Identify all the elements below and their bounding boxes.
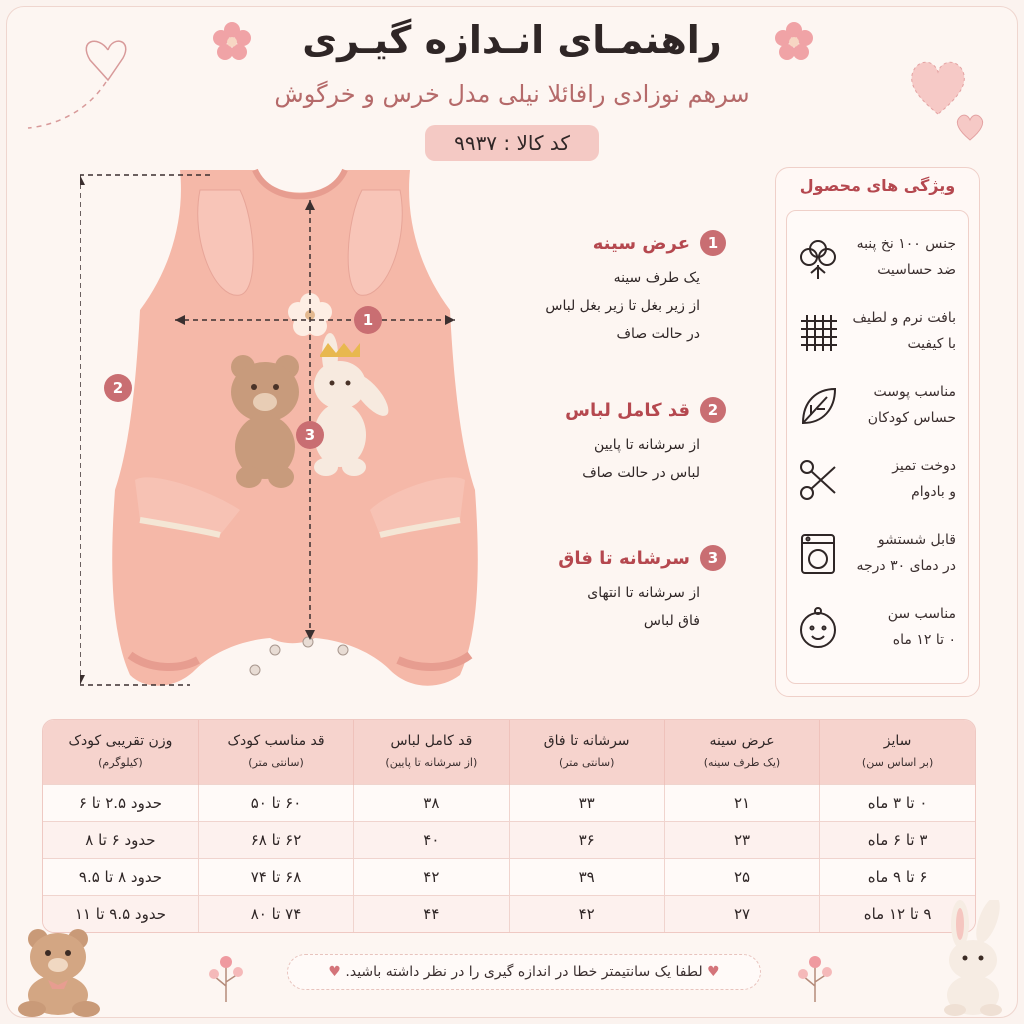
table-row [43, 784, 975, 821]
column-header [43, 720, 198, 784]
table-cell: ۹ تا ۱۲ ماه [820, 895, 975, 932]
header-label: سرشانه تا فاق [543, 732, 630, 749]
feature-item [787, 519, 968, 589]
table-cell: ۴۲ [354, 858, 509, 895]
measure-number-3: 3 [700, 545, 726, 571]
column-header [354, 720, 509, 784]
column-header [820, 720, 975, 784]
column-header [509, 720, 664, 784]
header-label: قد مناسب کودک [227, 732, 325, 749]
measure-desc-line: یک طرف سینه [613, 270, 700, 286]
measure-desc-line: از زیر بغل تا زیر بغل لباس [545, 298, 700, 314]
fabric-weave-icon [797, 309, 839, 355]
feature-item [787, 223, 968, 293]
feature-item [787, 593, 968, 663]
romper-illustration [80, 160, 520, 720]
size-table [42, 719, 976, 933]
column-header [198, 720, 353, 784]
feature-line: جنس ۱۰۰ نخ پنبه [856, 236, 956, 252]
table-cell: حدود ۹.۵ تا ۱۱ [43, 895, 198, 932]
feature-line: دوخت تمیز [892, 458, 956, 474]
washing-machine-icon [797, 531, 839, 577]
header-sublabel: (سانتی متر) [248, 755, 304, 769]
heart-icon-small [953, 110, 987, 144]
header-sublabel: (از سرشانه تا پایین) [385, 755, 478, 769]
feature-line: بافت نرم و لطیف [852, 310, 956, 326]
table-cell: ۶۸ تا ۷۴ [198, 858, 353, 895]
scissors-icon [797, 457, 839, 503]
table-cell: ۶۰ تا ۵۰ [198, 784, 353, 821]
product-features-panel [775, 167, 980, 697]
bunny-icon [930, 900, 1016, 1018]
table-cell: ۲۱ [664, 784, 819, 821]
heart-icon: ♥ [328, 964, 341, 980]
measurement-note [287, 954, 761, 990]
header-sublabel: (یک طرف سینه) [703, 755, 781, 769]
cotton-icon [797, 235, 839, 281]
table-header-row [43, 720, 975, 784]
header-sublabel: (بر اساس سن) [861, 755, 934, 769]
table-row [43, 858, 975, 895]
measure-desc-line: از سرشانه تا پایین [594, 437, 700, 453]
table-cell: ۲۳ [664, 821, 819, 858]
table-cell: ۲۷ [664, 895, 819, 932]
teddy-bear-icon [10, 925, 110, 1017]
measure-desc-line: از سرشانه تا انتهای [587, 585, 700, 601]
header-label: عرض سینه [709, 732, 775, 749]
flower-sprig-icon [206, 952, 246, 1004]
table-cell: ۲۵ [664, 858, 819, 895]
table-cell: ۰ تا ۳ ماه [820, 784, 975, 821]
heart-icon: ♥ [707, 964, 720, 980]
table-cell: حدود ۲.۵ تا ۶ [43, 784, 198, 821]
feature-line: مناسب پوست [873, 384, 956, 400]
table-cell: ۴۲ [509, 895, 664, 932]
flower-sprig-icon [795, 952, 835, 1004]
feature-line: ضد حساسیت [877, 262, 956, 278]
header-label: وزن تقریبی کودک [68, 732, 173, 749]
measure-title-chest: عرض سینه [592, 232, 690, 254]
feature-item [787, 445, 968, 515]
features-list [786, 210, 969, 684]
table-cell: ۶ تا ۹ ماه [820, 858, 975, 895]
table-cell: ۳۸ [354, 784, 509, 821]
feature-line: و بادوام [911, 484, 956, 500]
feature-item [787, 297, 968, 367]
table-cell: ۷۴ تا ۸۰ [198, 895, 353, 932]
svg-text:3: 3 [304, 426, 316, 444]
table-row [43, 895, 975, 932]
table-row [43, 821, 975, 858]
features-title: ویژگی های محصول [799, 176, 956, 195]
feature-line: در دمای ۳۰ درجه [856, 558, 956, 574]
measure-number-2: 2 [700, 397, 726, 423]
svg-text:1: 1 [362, 311, 374, 329]
header-label: قد کامل لباس [390, 732, 473, 749]
table-cell: ۶۲ تا ۶۸ [198, 821, 353, 858]
feature-line: با کیفیت [907, 336, 956, 352]
header-sublabel: (سانتی متر) [558, 755, 615, 769]
header-sublabel: (کیلوگرم) [98, 755, 143, 769]
measure-number-1: 1 [700, 230, 726, 256]
feature-line: ۰ تا ۱۲ ماه [892, 632, 956, 648]
table-cell: ۳۶ [509, 821, 664, 858]
product-code-badge: کد کالا : ۹۹۳۷ [425, 125, 599, 161]
measure-desc-line: لباس در حالت صاف [582, 465, 700, 481]
page-title: راهنمـای انـدازه گیـری [302, 18, 722, 62]
note-text: لطفا یک سانتیمتر خطا در اندازه گیری را در نظر داشته باشید. [345, 964, 703, 980]
measurement-length [516, 397, 726, 487]
table-cell: ۳۹ [509, 858, 664, 895]
svg-text:2: 2 [112, 379, 124, 397]
measure-desc-line: فاق لباس [643, 613, 700, 629]
table-cell: حدود ۸ تا ۹.۵ [43, 858, 198, 895]
feature-item [787, 371, 968, 441]
column-header [664, 720, 819, 784]
leaf-icon [797, 383, 839, 429]
measure-title-crotch: سرشانه تا فاق [558, 547, 690, 569]
measure-title-length: قد کامل لباس [565, 399, 690, 421]
header-label: سایز [883, 732, 912, 749]
table-cell: ۴۰ [354, 821, 509, 858]
table-cell: ۴۴ [354, 895, 509, 932]
table-cell: ۳۳ [509, 784, 664, 821]
feature-line: حساس کودکان [867, 410, 956, 426]
measure-desc-line: در حالت صاف [616, 326, 700, 342]
feature-line: مناسب سن [887, 606, 956, 622]
baby-face-icon [797, 605, 839, 651]
product-subtitle: سرهم نوزادی رافائلا نیلی مدل خرس و خرگوش [274, 80, 750, 108]
measurement-chest [516, 230, 726, 348]
table-cell: حدود ۶ تا ۸ [43, 821, 198, 858]
measurement-shoulder-crotch [516, 545, 726, 635]
table-cell: ۳ تا ۶ ماه [820, 821, 975, 858]
feature-line: قابل شستشو [877, 532, 956, 548]
